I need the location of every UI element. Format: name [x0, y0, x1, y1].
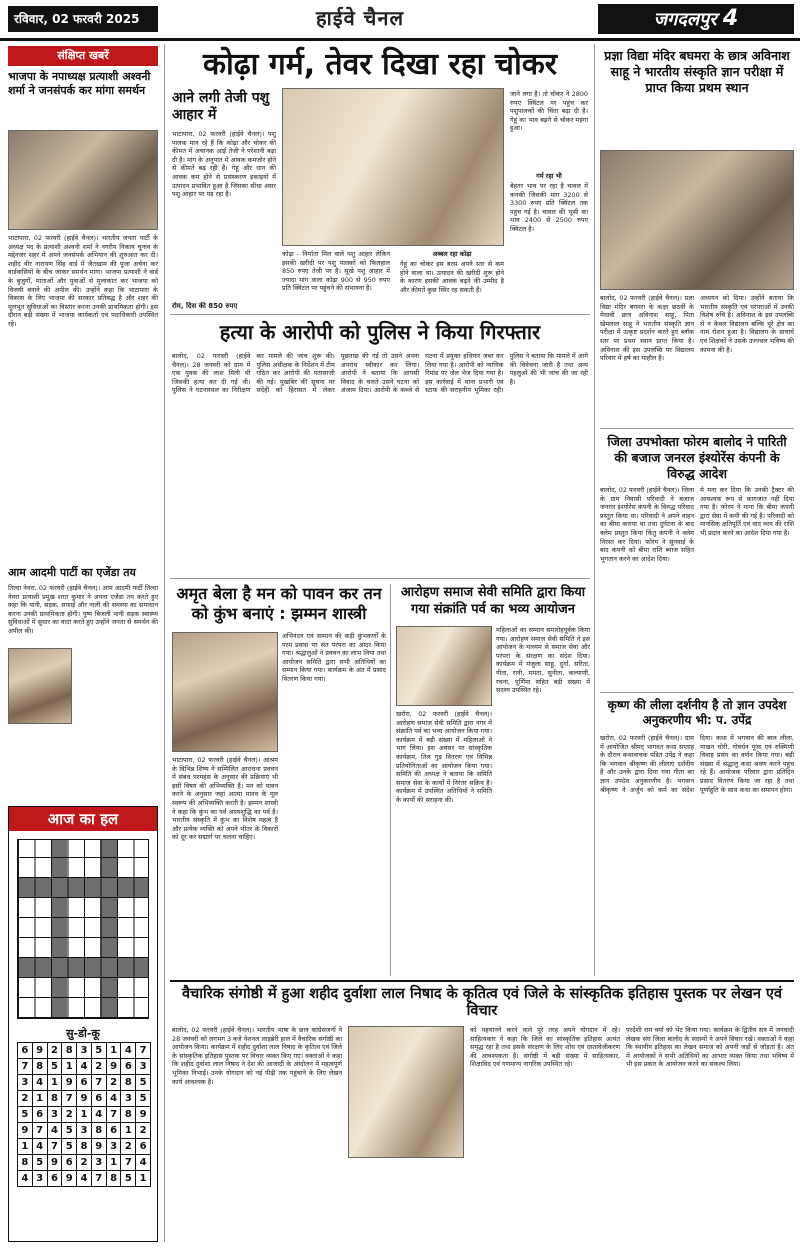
- sudoku-cell: 1: [107, 1155, 121, 1170]
- sidebar-story1-photo: [8, 130, 158, 230]
- sudoku-cell: 3: [18, 1075, 32, 1090]
- sidebar-story2-title: आम आदमी पार्टी का एजेंडा तय: [8, 566, 136, 579]
- sudoku-cell: 7: [92, 1075, 106, 1090]
- sudoku-cell: 8: [48, 1091, 62, 1106]
- sudoku-cell: 7: [62, 1091, 76, 1106]
- page-number: 4: [722, 6, 739, 31]
- sudoku-cell: 4: [77, 1059, 91, 1074]
- sudoku-cell: 2: [92, 1059, 106, 1074]
- sudoku-cell: 3: [107, 1139, 121, 1154]
- sudoku-cell: 1: [62, 1059, 76, 1074]
- sudoku-cell: 1: [33, 1091, 47, 1106]
- city-page-banner: [598, 4, 794, 34]
- sudoku-cell: 7: [18, 1059, 32, 1074]
- sudoku-cell: 6: [121, 1059, 135, 1074]
- sudoku-cell: 5: [62, 1139, 76, 1154]
- arogan-headline: आरोहण समाज सेवी समिति द्वारा किया गया संक्रांति पर्व का भव्य आयोजन: [400, 585, 586, 617]
- sudoku-cell: 6: [48, 1171, 62, 1186]
- sudoku-cell: 8: [18, 1155, 32, 1170]
- sudoku-cell: 5: [121, 1171, 135, 1186]
- sudoku-cell: 3: [33, 1171, 47, 1186]
- sudoku-grid: [17, 1042, 151, 1187]
- murder-body: बालोद, 02 फरवरी (हाईवे चैनल)। 28 जनवरी को ग्राम में एक युवक की लाश मिली थी जिसकी हत्या कर दी गई थी। पुलिस ने घटनास्थल का निरीक्षण कर मामले की जांच शुरू की। पुलिस अधीक्षक के निर्देशन में टीम गठित कर आरोपी की पतासाजी की गई। मुखबिर की सूचना पर संदेही को हिरासत में लेकर पूछताछ की गई तो उसने अपना अपराध स्वीकार कर लिया। आरोपी ने बताया कि आपसी विवाद के चलते उसने घटना को अंजाम दिया। आरोपी के कब्जे से घटना में प्रयुक्त हथियार जब्त कर लिया गया है। आरोपी को न्यायिक रिमांड पर जेल भेज दिया गया है। इस कार्रवाई में थाना प्रभारी एवं स्टाफ की सराहनीय भूमिका रही। पुलिस ने बताया कि मामले में आगे की विवेचना जारी है तथा अन्य पहलुओं की भी जांच की जा रही है।: [172, 352, 588, 395]
- lead-col4: जाने लगा है। तो चोकर ने 2800 रुपए क्विंटल पर पहुंच कर पशुपालकों की चिंता बढ़ा दी है। गेहूं का भाव बढ़ने से चोकर महंगा हुआ।: [510, 90, 588, 133]
- sudoku-cell: 9: [92, 1139, 106, 1154]
- sidebar-tag: संक्षिप्त खबरें: [8, 46, 158, 66]
- sudoku-cell: 2: [121, 1139, 135, 1154]
- sudoku-cell: 1: [136, 1171, 150, 1186]
- sudoku-cell: 1: [18, 1139, 32, 1154]
- sudoku-cell: 2: [107, 1075, 121, 1090]
- city-name: जगदलपुर: [653, 9, 717, 30]
- sudoku-cell: 4: [136, 1155, 150, 1170]
- sudoku-cell: 9: [62, 1075, 76, 1090]
- krishna-headline: कृष्ण की लीला दर्शनीय है तो ज्ञान उपदेश अनुकरणीय भी: प. उपेंद्र: [607, 698, 787, 727]
- sudoku-cell: 6: [33, 1107, 47, 1122]
- sudoku-cell: 8: [92, 1123, 106, 1138]
- sudoku-cell: 7: [48, 1139, 62, 1154]
- sudoku-cell: 9: [48, 1155, 62, 1170]
- arogan-photo: [396, 626, 492, 706]
- sudoku-cell: 7: [136, 1043, 150, 1058]
- sudoku-cell: 7: [107, 1107, 121, 1122]
- lead-col1: भाटापारा, 02 फरवरी (हाईवे चैनल)। पशु पालक मान रहे हैं कि कोढ़ा और चोकर की कीमत में अचानक आई तेजी ने परेशानी बढ़ा दी है। मांग के अनुपात में आवक कमजोर होने से कीमतें बढ़ रही हैं। गेहूं और धान की आवक कम होने से प्रसंस्करण इकाइयों में उत्पादन प्रभावित हुआ है जिसका सीधा असर पशु आहार पर पड़ रहा है।: [172, 130, 276, 199]
- sudoku-cell: 6: [92, 1091, 106, 1106]
- sudoku-cell: 1: [107, 1043, 121, 1058]
- sudoku-cell: 5: [136, 1075, 150, 1090]
- sudoku-cell: 9: [62, 1171, 76, 1186]
- pragya-body2: अध्ययन को दिया। उन्होंने बताया कि भारतीय संस्कृति एवं परंपराओं में उनकी विशेष रुचि है। अविनाश के इस उपलब्धि से न केवल विद्यालय बल्कि पूरे क्षेत्र का नाम रोशन हुआ है। विद्यालय के प्राचार्य एवं शिक्षकों ने उसके उज्ज्वल भविष्य की कामना की है।: [700, 294, 794, 354]
- seminar-body3: परदेशी राम वर्मा को भेंट किया गया। कार्यक्रम के द्वितीय सत्र में जनवादी लेखक संघ जिला बालोद के सदस्यों ने अपने विचार रखे। वक्ताओं ने कहा कि स्थानीय इतिहास का लेखन समाज को अपनी जड़ों से जोड़ता है। अंत में आयोजकों ने सभी अतिथियों का आभार व्यक्त किया तथा भविष्य में भी इस प्रकार के आयोजन करने का संकल्प लिया।: [626, 1026, 794, 1069]
- issue-date: रविवार, 02 फरवरी 2025: [8, 6, 158, 32]
- lead-photo: [282, 88, 504, 246]
- pragya-photo: [600, 150, 794, 290]
- pragya-headline: प्रज्ञा विद्या मंदिर बघमरा के छात्र अविनाश साहू ने भारतीय संस्कृति ज्ञान परीक्षा में प्राप्त किया प्रथम स्थान: [604, 48, 790, 95]
- kumbh-photo: [172, 632, 278, 752]
- sudoku-cell: 5: [92, 1043, 106, 1058]
- kumbh-headline: अमृत बेला है मन को पावन कर तन को कुंभ बनाएं : झम्मन शास्त्री: [176, 584, 382, 623]
- sudoku-cell: 8: [121, 1107, 135, 1122]
- sudoku-cell: 5: [33, 1155, 47, 1170]
- sudoku-cell: 1: [121, 1123, 135, 1138]
- sudoku-cell: 4: [33, 1075, 47, 1090]
- sudoku-cell: 7: [92, 1171, 106, 1186]
- sudoku-cell: 5: [62, 1123, 76, 1138]
- lead-col5: बेहतर भाव पर रहा है चावल में कनकी जिसकी मांग 3200 से 3300 रुपए प्रति क्विंटल तक पहुंच गई है। चावल की भूसी का भाव 2400 से 2500 रुपए क्विंटल है।: [510, 182, 588, 233]
- sudoku-cell: 6: [62, 1155, 76, 1170]
- lead-tag: रोम, दिस की 850 रुपए: [172, 302, 238, 310]
- sudoku-cell: 4: [107, 1091, 121, 1106]
- lead-subhead2: गर्म रहा भी: [536, 172, 562, 180]
- quiz-panel: [8, 806, 158, 1242]
- arogan-body: खरोरा, 02 फरवरी (हाईवे चैनल)। आरोहण समाज सेवी समिति द्वारा नगर में संक्रांति पर्व का भव्य आयोजन किया गया। कार्यक्रम में बड़ी संख्या में महिलाओं ने भाग लिया। इस अवसर पर सांस्कृतिक कार्यक्रम, तिल गुड़ वितरण एवं विभिन्न प्रतियोगिताओं का आयोजन किया गया। समिति की अध्यक्ष ने बताया कि समिति समाज सेवा के कार्यों में निरंतर सक्रिय है। कार्यक्रम में उपस्थित अतिथियों ने समिति के कार्यों की सराहना की।: [396, 710, 492, 804]
- header-rule: [0, 38, 800, 41]
- sudoku-cell: 2: [136, 1123, 150, 1138]
- sudoku-cell: 4: [18, 1171, 32, 1186]
- sudoku-cell: 4: [33, 1139, 47, 1154]
- kumbh-body: भाटापारा, 02 फरवरी (हाईवे चैनल)। आश्रम के विभिन्न शिष्य ने सम्मिलित आराधना प्रवचन में संबंध परमहंस के अनुसार की प्रक्रियाएं भी इसी विषय की अभिव्यक्ति हैं। मन को पावन करने के अनुसार जहां आत्मा मानव के मूल स्वरूप की अभिव्यक्ति करती है। झम्मन शास्त्री ने कहा कि कुंभ का पर्व आत्मशुद्धि का पर्व है। भारतीय संस्कृति में कुंभ का विशेष महत्व है और प्रत्येक व्यक्ति को अपने भीतर के विकारों को दूर कर सद्मार्ग पर चलना चाहिए।: [172, 756, 278, 842]
- lead-photo-caption: अब्बल रहा कोढ़ा: [432, 250, 472, 258]
- sidebar-story1-title: भाजपा के नपाध्यक्ष प्रत्याशी अश्वनी शर्मा ने जनसंपर्क कर मांगा समर्थन: [8, 70, 151, 97]
- sudoku-cell: 3: [121, 1091, 135, 1106]
- crossword-black-cells: [18, 840, 148, 1018]
- sudoku-cell: 3: [92, 1155, 106, 1170]
- sudoku-cell: 4: [77, 1171, 91, 1186]
- sudoku-cell: 2: [48, 1043, 62, 1058]
- sudoku-cell: 5: [136, 1091, 150, 1106]
- seminar-body: बालोद, 02 फरवरी (हाईवे चैनल)। भारतीय भाषा के छात्र कांग्रेसजनों ने 28 जनवरी को लगभग 3 बजे नेशनल लाइब्रेरी हाल में वैचारिक संगोष्ठी का आयोजन किया। कार्यक्रम में शहीद दुर्वाशा लाल निषाद के कृतित्व एवं जिले के सांस्कृतिक इतिहास पुस्तक पर विचार व्यक्त किए गए। वक्ताओं ने कहा कि शहीद दुर्वाशा लाल निषाद ने देश की आजादी के आंदोलन में महत्वपूर्ण भूमिका निभाई। उनके योगदान को नई पीढ़ी तक पहुंचाने के लिए लेखन कार्य आवश्यक है।: [172, 1026, 342, 1086]
- sudoku-cell: 9: [107, 1059, 121, 1074]
- sidebar-story2-body: तिल्दा नेवरा, 02 फरवरी (हाईवे चैनल)। आम आदमी पार्टी तिल्दा नेवरा प्रत्याशी प्रमुख शरत कुमार ने अपना एजेंडा तय करते हुए कहा कि पानी, सड़क, सफाई और नाली की समस्या का समाधान करना उनकी प्राथमिकता होगी। पुष्प बिजली पानी सड़क स्वास्थ्य सुविधाओं में सुधार का वादा करते हुए उन्होंने जनता से समर्थन की अपील की।: [8, 584, 158, 635]
- sudoku-cell: 4: [92, 1107, 106, 1122]
- sudoku-cell: 8: [33, 1059, 47, 1074]
- lead-headline: कोढ़ा गर्म, तेवर दिखा रहा चोकर: [202, 47, 558, 82]
- sudoku-cell: 3: [77, 1043, 91, 1058]
- sudoku-cell: 6: [136, 1139, 150, 1154]
- sidebar-story1-body: भाटापारा, 02 फरवरी (हाईवे चैनल)। भारतीय जनता पार्टी के अध्यक्ष पद के प्रत्याशी अश्वनी शर्मा ने नगरीय निकाय चुनाव के मद्देनजर शहर में अपने जनसंपर्क अभियान की शुरुआत कर दी। शहीद वीर नारायण सिंह वार्ड में जैतखाम की पूजा अर्चना कर वार्डवासियों के बीच जाकर समर्थन मांगा। भाजपा प्रत्याशी ने वार्ड के बुजुर्गों, माताओं और युवाओं से मुलाकात कर भाजपा को विजयी बनाने की अपील की। उन्होंने कहा कि भाटापारा के विकास के लिए भाजपा की सरकार प्रतिबद्ध है और शहर की मूलभूत सुविधाओं का विस्तार करना उनकी प्राथमिकता होगी। इस दौरान बड़ी संख्या में भाजपा कार्यकर्ता एवं पदाधिकारी उपस्थित रहे।: [8, 234, 158, 328]
- crossword-grid: [17, 839, 149, 1019]
- murder-headline: हत्या के आरोपी को पुलिस ने किया गिरफ्तार: [219, 320, 541, 344]
- lead-col2: कोढ़ा - निर्माता मिल वाले पशु आहार लेकिन इसकी खरीदी पर पशु पालकों को फिलहाल 850 रुपए तेजी पर है। सूखे पशु आहार में ज्यादा मांग वाला कोढ़ा 900 से 950 रुपए प्रति क्विंटल पर पहुंचने की संभावना है।: [282, 250, 390, 293]
- sudoku-cell: 3: [77, 1123, 91, 1138]
- sudoku-cell: 8: [62, 1043, 76, 1058]
- sudoku-cell: 7: [121, 1155, 135, 1170]
- sudoku-cell: 5: [18, 1107, 32, 1122]
- sudoku-cell: 4: [48, 1123, 62, 1138]
- sudoku-cell: 7: [33, 1123, 47, 1138]
- lead-subhead: आने लगी तेजी पशु आहार में: [172, 90, 270, 123]
- sudoku-cell: 5: [48, 1059, 62, 1074]
- quiz-title: आज का हल: [9, 807, 157, 831]
- lead-col3: गेहूं का चोकर इस बरस अपने स्तर से कम होने वाला था। उत्पादन की खरीदी शुरू होने के कारण इसकी आवक बढ़ने की उम्मीद है और कीमतें कुछ स्थिर रह सकती हैं।: [400, 260, 504, 294]
- sudoku-cell: 4: [121, 1043, 135, 1058]
- insurance-body2: मे मना कर दिया कि उनकी ट्रैक्टर की आवश्यक रूप से कागजात नहीं दिया गया है। फोरम ने माना कि बीमा कंपनी द्वारा सेवा में कमी की गई है। परिवादी को मानसिक क्षतिपूर्ति एवं वाद व्यय की राशि भी प्रदान करने का आदेश दिया गया है।: [700, 486, 794, 537]
- sudoku-cell: 9: [136, 1107, 150, 1122]
- insurance-body: बालोद, 02 फरवरी (हाईवे चैनल)। जिला के ग्राम निवासी परिवादी ने बजाज जनरल इंश्योरेंस कंपनी के विरुद्ध परिवाद प्रस्तुत किया था। परिवादी ने अपने वाहन का बीमा कराया था तथा दुर्घटना के बाद क्लेम प्रस्तुत किया किंतु कंपनी ने क्लेम निरस्त कर दिया। फोरम ने सुनवाई के बाद कंपनी को बीमा राशि ब्याज सहित भुगतान करने का आदेश दिया।: [600, 486, 694, 563]
- sudoku-cell: 2: [62, 1107, 76, 1122]
- sudoku-cell: 6: [107, 1123, 121, 1138]
- channel-name: हाईवे चैनल: [315, 6, 405, 30]
- arogan-body2: महिलाओं का सम्मान समारोहपूर्वक किया गया। आरोहण समाज सेवी समिति ने इस आयोजन के माध्यम से समाज सेवा और परंपरा के संरक्षण का संदेश दिया। कार्यक्रम में मंजुला साहू, दुर्गा, सरिता, गीता, रानी, ममता, सुनीता, कल्याणी, रचना, पूर्णिमा सहित बड़ी संख्या में सदस्य उपस्थित रहे।: [496, 626, 590, 695]
- masthead: [0, 0, 800, 38]
- sudoku-cell: 9: [33, 1043, 47, 1058]
- sudoku-cell: 6: [77, 1075, 91, 1090]
- sudoku-title: सु-डो-कू: [66, 1027, 100, 1040]
- sudoku-cell: 1: [77, 1107, 91, 1122]
- sudoku-cell: 8: [107, 1171, 121, 1186]
- sudoku-cell: 6: [18, 1043, 32, 1058]
- seminar-body2: को पहचानने करने वाले पूरे तरह अपने योगदान में रहे। साहित्यकार ने कहा कि जिले का सांस्कृतिक इतिहास अत्यंत समृद्ध रहा है तथा इसके संरक्षण के लिए शोध एवं दस्तावेजीकरण की आवश्यकता है। संगोष्ठी में बड़ी संख्या में साहित्यकार, शिक्षाविद एवं गणमान्य नागरिक उपस्थित रहे।: [470, 1026, 620, 1069]
- sudoku-cell: 3: [48, 1107, 62, 1122]
- sudoku-cell: 8: [77, 1139, 91, 1154]
- pragya-body: बालोद, 02 फरवरी (हाईवे चैनल)। प्रज्ञा विद्या मंदिर बघमरा के कक्षा छठवीं के मेधावी छात्र अविनाश साहू, पिता खेमलाल साहू ने भारतीय संस्कृति ज्ञान परीक्षा में उत्कृष्ट प्रदर्शन करते हुए ब्लॉक स्तर पर प्रथम स्थान प्राप्त किया है। अविनाश की इस उपलब्धि पर विद्यालय परिवार में हर्ष का माहौल है।: [600, 294, 694, 363]
- sudoku-cell: 1: [48, 1075, 62, 1090]
- sudoku-cell: 2: [77, 1155, 91, 1170]
- insurance-headline: जिला उपभोक्ता फोरम बालोद ने पारिती की बजाज जनरल इंश्योरेंस कंपनी के विरुद्ध आदेश: [607, 434, 787, 481]
- kumbh-body2: अभिनंदन एवं सम्मान की कड़ी कुंभकर्णों के परम प्रवास पर संत परंपरा का आदर किया गया। श्रद्धालुओं ने प्रवचन का लाभ लिया तथा आयोजन समिति द्वारा सभी अतिथियों का सम्मान किया गया। कार्यक्रम के अंत में प्रसाद वितरण किया गया।: [282, 632, 386, 683]
- seminar-headline: वैचारिक संगोष्ठी में हुआ शहीद दुर्वाशा लाल निषाद के कृतित्व एवं जिले के सांस्कृतिक इतिहास पुस्तक पर लेखन एवं विचार: [181, 986, 783, 1019]
- sudoku-cell: 2: [18, 1091, 32, 1106]
- sudoku-cell: 3: [136, 1059, 150, 1074]
- sudoku-cell: 9: [77, 1091, 91, 1106]
- krishna-body: खरोरा, 02 फरवरी (हाईवे चैनल)। ग्राम में आयोजित श्रीमद् भागवत कथा सप्ताह के दौरान कथावाचक पंडित उपेंद्र ने कहा कि भगवान श्रीकृष्ण की लीलाएं दर्शनीय हैं और उनके द्वारा दिया गया गीता का ज्ञान उपदेश अनुकरणीय है। भगवान श्रीकृष्ण ने अर्जुन को कर्म का संदेश दिया। कथा में भगवान की बाल लीला, माखन चोरी, गोवर्धन पूजा एवं रुक्मिणी विवाह प्रसंग का वर्णन किया गया। बड़ी संख्या में श्रद्धालु कथा श्रवण करने पहुंच रहे हैं। आयोजक परिवार द्वारा प्रतिदिन प्रसाद वितरण किया जा रहा है तथा पूर्णाहुति के साथ कथा का समापन होगा।: [600, 734, 794, 794]
- seminar-photo: [348, 1026, 464, 1158]
- sudoku-cell: 9: [18, 1123, 32, 1138]
- sudoku-cell: 8: [121, 1075, 135, 1090]
